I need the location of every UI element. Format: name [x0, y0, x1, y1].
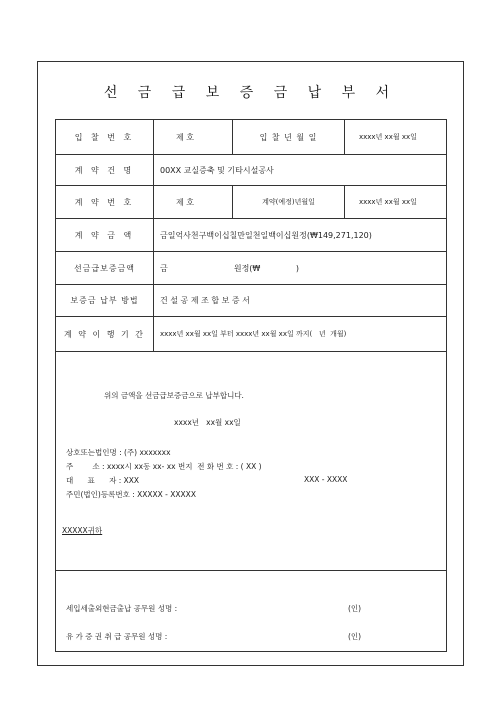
bid-date-value: xxxx년 xx월 xx일	[359, 133, 417, 141]
bid-number-value: 제 호	[176, 132, 194, 142]
contract-name-value: 00XX 교실증축 및 기타시설공사	[160, 165, 274, 175]
row-contract-amount	[56, 219, 446, 252]
cash-official-label: 세입세출외현금출납 공무원 성명 :	[66, 604, 178, 613]
contract-date-label: 계약(예정)년월일	[233, 186, 345, 218]
bid-number-label: 입 찰 번 호	[56, 120, 154, 154]
representative-line: 대 표 자 : XXX	[66, 476, 140, 485]
form-table	[55, 119, 447, 652]
securities-official-label: 유 가 증 권 취 급 공무원 성명 :	[66, 632, 168, 641]
row-performance-period	[56, 317, 446, 352]
document-title: 선 금 급 보 증 금 납 부 서	[103, 85, 398, 101]
securities-official-seal: (인)	[348, 632, 362, 641]
contract-number-value: 제 호	[176, 197, 194, 207]
row-payment-method	[56, 285, 446, 317]
contract-date-value: xxxx년 xx월 xx일	[359, 198, 417, 206]
guarantee-amount-value: 금 원정(₩ )	[160, 263, 300, 273]
statement-text: 위의 금액을 선금급보증금으로 납부합니다.	[104, 391, 244, 400]
registration-number-line: 주민(법인)등록번호 : XXXXX - XXXXX	[66, 490, 196, 499]
contract-name-label: 계 약 건 명	[56, 155, 154, 185]
representative-phone: XXX - XXXX	[304, 475, 348, 484]
payment-method-label: 보증금 납부 방법	[56, 285, 154, 316]
cash-official-seal: (인)	[348, 604, 362, 613]
row-bid-number	[56, 120, 446, 155]
officials-divider	[56, 570, 446, 571]
performance-period-value: xxxx년 xx월 xx일 부터 xxxx년 xx월 xx일 까지( 년 개월)	[160, 330, 347, 338]
row-contract-name	[56, 155, 446, 186]
payment-method-value: 건 설 공 제 조 합 보 증 서	[160, 296, 250, 305]
recipient: XXXXX귀하	[62, 526, 103, 535]
performance-period-label: 계 약 이 행 기 간	[56, 317, 154, 351]
bid-date-label: 입 찰 년 월 일	[233, 120, 345, 154]
row-guarantee-amount	[56, 252, 446, 285]
contract-amount-value: 금일억사천구백이십칠만일천일백이십원정(₩149,271,120)	[160, 230, 372, 240]
row-contract-number	[56, 186, 446, 219]
document-frame	[37, 61, 464, 666]
address-line: 주 소 : xxxx시 xx동 xx- xx 번지 전 화 번 호 : ( XX )	[66, 462, 262, 471]
company-name-line: 상호또는법인명 : (주) xxxxxxx	[66, 448, 171, 457]
contract-number-label: 계 약 번 호	[56, 186, 154, 218]
contract-amount-label: 계 약 금 액	[56, 219, 154, 251]
guarantee-amount-label: 선금급보증금액	[56, 252, 154, 284]
statement-date: xxxx년 xx월 xx일	[174, 418, 241, 427]
